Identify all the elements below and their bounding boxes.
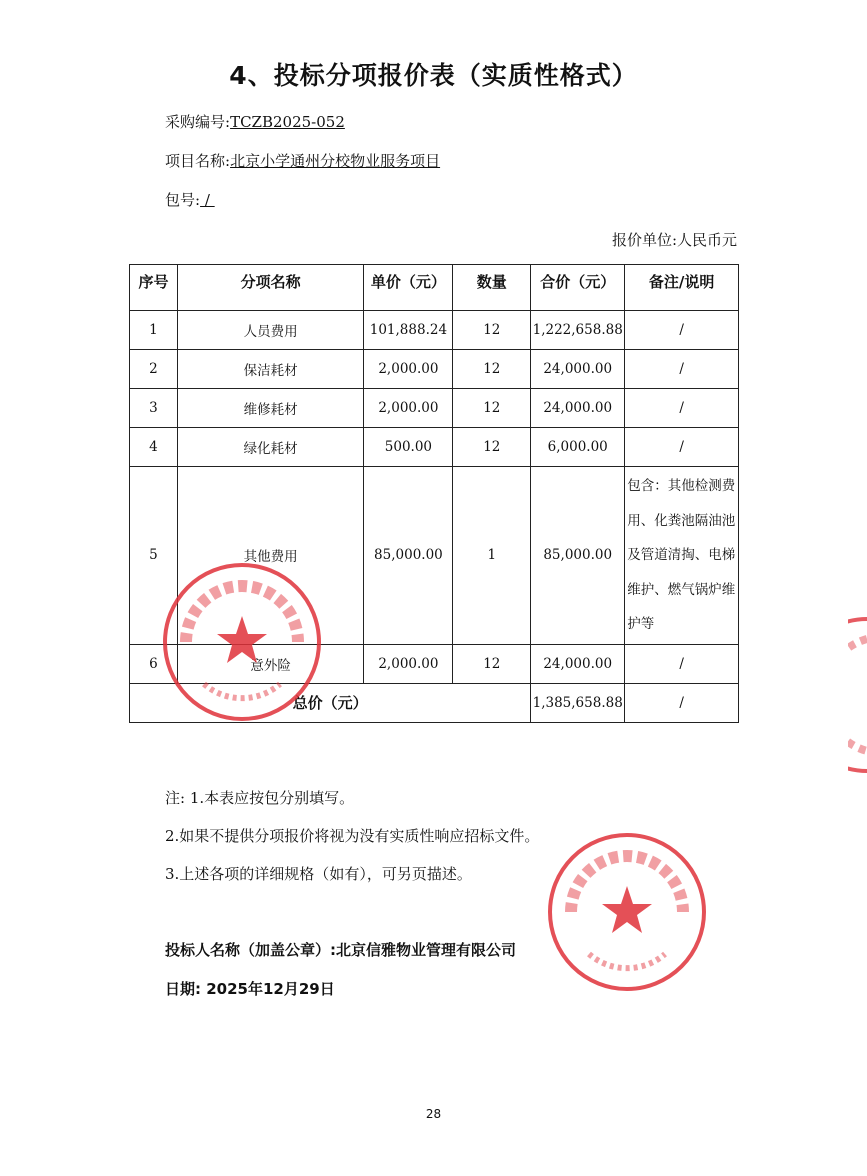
cell-unit-price: 2,000.00 <box>364 389 453 428</box>
cell-qty: 1 <box>453 467 531 645</box>
bidder-name-value: 北京信雅物业管理有限公司 <box>336 941 517 959</box>
page-title: 4、投标分项报价表（实质性格式） <box>229 61 638 90</box>
cell-name: 人员费用 <box>177 311 364 350</box>
cell-no: 4 <box>130 428 178 467</box>
cell-name: 意外险 <box>177 644 364 683</box>
cell-no: 5 <box>130 467 178 645</box>
cell-unit-price: 2,000.00 <box>364 350 453 389</box>
header-no: 序号 <box>130 265 178 311</box>
procurement-number-value: TCZB2025-052 <box>230 113 345 131</box>
table-row <box>130 350 739 389</box>
cell-note: / <box>625 311 739 350</box>
header-qty: 数量 <box>453 265 531 311</box>
package-number <box>165 189 215 210</box>
cell-name: 保洁耗材 <box>177 350 364 389</box>
bid-date-label: 日期: <box>165 980 207 998</box>
cell-no: 1 <box>130 311 178 350</box>
cell-note: / <box>625 644 739 683</box>
cell-qty: 12 <box>453 350 531 389</box>
cell-qty: 12 <box>453 389 531 428</box>
note-1: 注: 1.本表应按包分别填写。 <box>165 789 355 807</box>
table-header-row <box>130 265 739 311</box>
cell-unit-price: 2,000.00 <box>364 644 453 683</box>
table-row <box>130 311 739 350</box>
partial-seal-edge <box>848 615 867 775</box>
cell-unit-price: 101,888.24 <box>364 311 453 350</box>
total-value: 1,385,658.88 <box>531 683 625 722</box>
project-name <box>165 150 440 171</box>
cell-total: 6,000.00 <box>531 428 625 467</box>
table-row <box>130 389 739 428</box>
company-seal-2 <box>545 830 709 994</box>
header-note: 备注/说明 <box>625 265 739 311</box>
cell-no: 2 <box>130 350 178 389</box>
table-row <box>130 428 739 467</box>
procurement-number <box>165 111 345 132</box>
cell-note: 包含：其他检测费用、化粪池隔油池及管道清掏、电梯维护、燃气锅炉维护等 <box>625 467 739 645</box>
cell-no: 6 <box>130 644 178 683</box>
bid-date <box>165 978 335 999</box>
cell-note: / <box>625 428 739 467</box>
bid-date-value: 2025年12月29日 <box>206 980 335 998</box>
cell-qty: 12 <box>453 644 531 683</box>
seal-star-icon <box>602 886 652 933</box>
cell-unit-price: 85,000.00 <box>364 467 453 645</box>
page-number: 28 <box>425 1107 442 1121</box>
header-total: 合价（元） <box>531 265 625 311</box>
bidder-name-label: 投标人名称（加盖公章）: <box>165 941 336 959</box>
cell-unit-price: 500.00 <box>364 428 453 467</box>
cell-no: 3 <box>130 389 178 428</box>
project-name-label: 项目名称: <box>165 152 231 170</box>
cell-qty: 12 <box>453 428 531 467</box>
cell-total: 24,000.00 <box>531 389 625 428</box>
seal-star-icon <box>217 616 267 663</box>
header-unit-price: 单价（元） <box>364 265 453 311</box>
header-name: 分项名称 <box>177 265 364 311</box>
cell-total: 85,000.00 <box>531 467 625 645</box>
cell-total: 1,222,658.88 <box>531 311 625 350</box>
cell-name: 其他费用 <box>177 467 364 645</box>
price-unit: 报价单位:人民币元 <box>611 231 737 249</box>
bidder-name <box>165 939 516 960</box>
procurement-number-label: 采购编号: <box>165 113 231 131</box>
total-note: / <box>625 683 739 722</box>
package-number-label: 包号: <box>165 191 201 209</box>
package-number-value: / <box>200 191 215 209</box>
cell-total: 24,000.00 <box>531 644 625 683</box>
note-2: 2.如果不提供分项报价将视为没有实质性响应招标文件。 <box>165 827 540 845</box>
project-name-value: 北京小学通州分校物业服务项目 <box>230 152 441 170</box>
cell-note: / <box>625 389 739 428</box>
total-label: 总价（元） <box>130 683 531 722</box>
cell-note: / <box>625 350 739 389</box>
company-seal-1 <box>160 560 324 724</box>
cell-total: 24,000.00 <box>531 350 625 389</box>
cell-qty: 12 <box>453 311 531 350</box>
cell-name: 绿化耗材 <box>177 428 364 467</box>
note-3: 3.上述各项的详细规格（如有），可另页描述。 <box>165 865 472 883</box>
cell-name: 维修耗材 <box>177 389 364 428</box>
